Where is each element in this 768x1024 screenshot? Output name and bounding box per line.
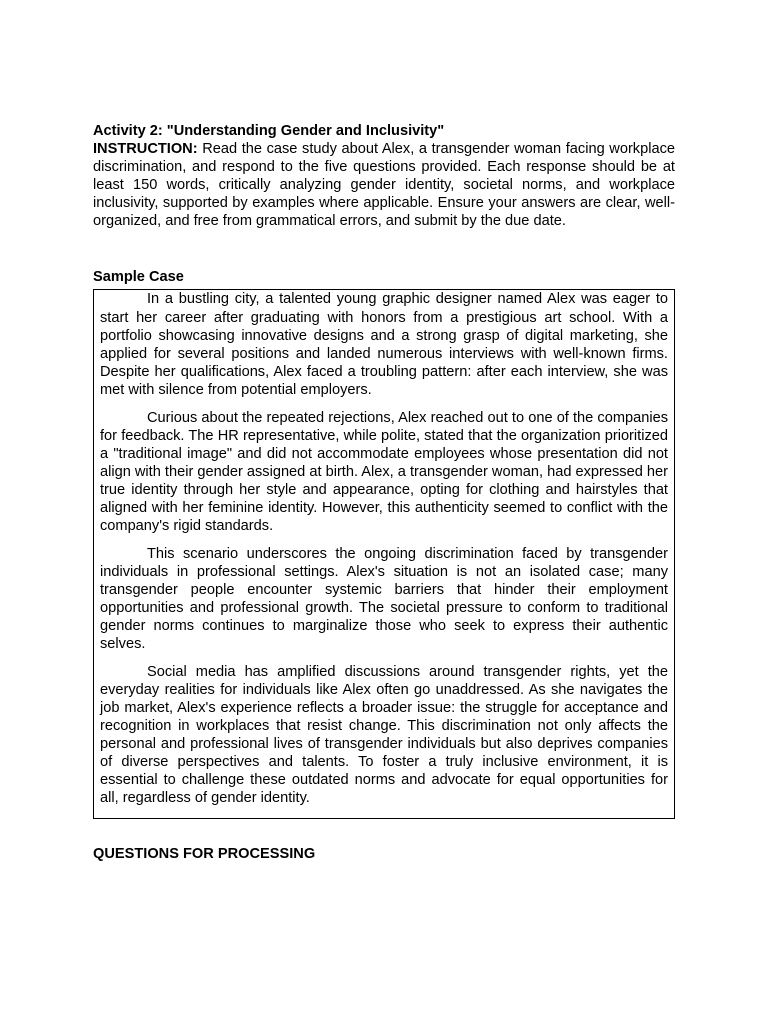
case-paragraph-3: This scenario underscores the ongoing discrimination faced by transgender individuals in professional settings. Alex's situation is not an isolated case; many transgender people encounter systemic barriers that hinder their employment opportunities and professional growth. The societal pressure to conform to traditional gender norms continues to marginalize those who seek to express their authentic selves. — [100, 545, 668, 653]
activity-title: Activity 2: "Understanding Gender and Inclusivity" — [93, 123, 445, 139]
instruction-text: Read the case study about Alex, a transgender woman facing workplace discrimination, and respond to the five questions provided. Each response should be at least 150 words, critically analyzing gender identity, societal norms, and workplace inclusivity, supported by examples where applicable. Ensure your answers are clear, well-organized, and free from grammatical errors, and submit by the due date. — [93, 141, 675, 230]
case-paragraph-1: In a bustling city, a talented young graphic designer named Alex was eager to start her career after graduating with honors from a prestigious art school. With a portfolio showcasing innovative designs and a strong grasp of digital marketing, she applied for several positions and landed numerous interviews with well-known firms. Despite her qualifications, Alex faced a troubling pattern: after each interview, she was met with silence from potential employers. — [100, 291, 668, 398]
document-page — [93, 122, 675, 863]
instruction-label: INSTRUCTION: — [93, 141, 198, 157]
instruction-paragraph — [93, 140, 675, 230]
case-paragraph-2: Curious about the repeated rejections, Alex reached out to one of the companies for feedback. The HR representative, while polite, stated that the organization prioritized a "traditional image" and did not accommodate employees whose presentation did not align with their gender assigned at birth. Alex, a transgender woman, had expressed her true identity through her style and appearance, opting for clothing and hairstyles that aligned with her feminine identity. However, this authenticity seemed to conflict with the company's rigid standards. — [100, 409, 668, 535]
questions-heading: QUESTIONS FOR PROCESSING — [93, 845, 316, 862]
sample-case-box — [93, 289, 675, 818]
sample-case-heading: Sample Case — [93, 269, 184, 286]
case-paragraph-4: Social media has amplified discussions around transgender rights, yet the everyday realities for individuals like Alex often go unaddressed. As she navigates the job market, Alex's experience reflects a broader issue: the struggle for acceptance and recognition in workplaces that resist change. This discrimination not only affects the personal and professional lives of transgender individuals but also deprives companies of diverse perspectives and talents. To foster a truly inclusive environment, it is essential to challenge these outdated norms and advocate for equal opportunities for all, regardless of gender identity. — [100, 663, 668, 807]
